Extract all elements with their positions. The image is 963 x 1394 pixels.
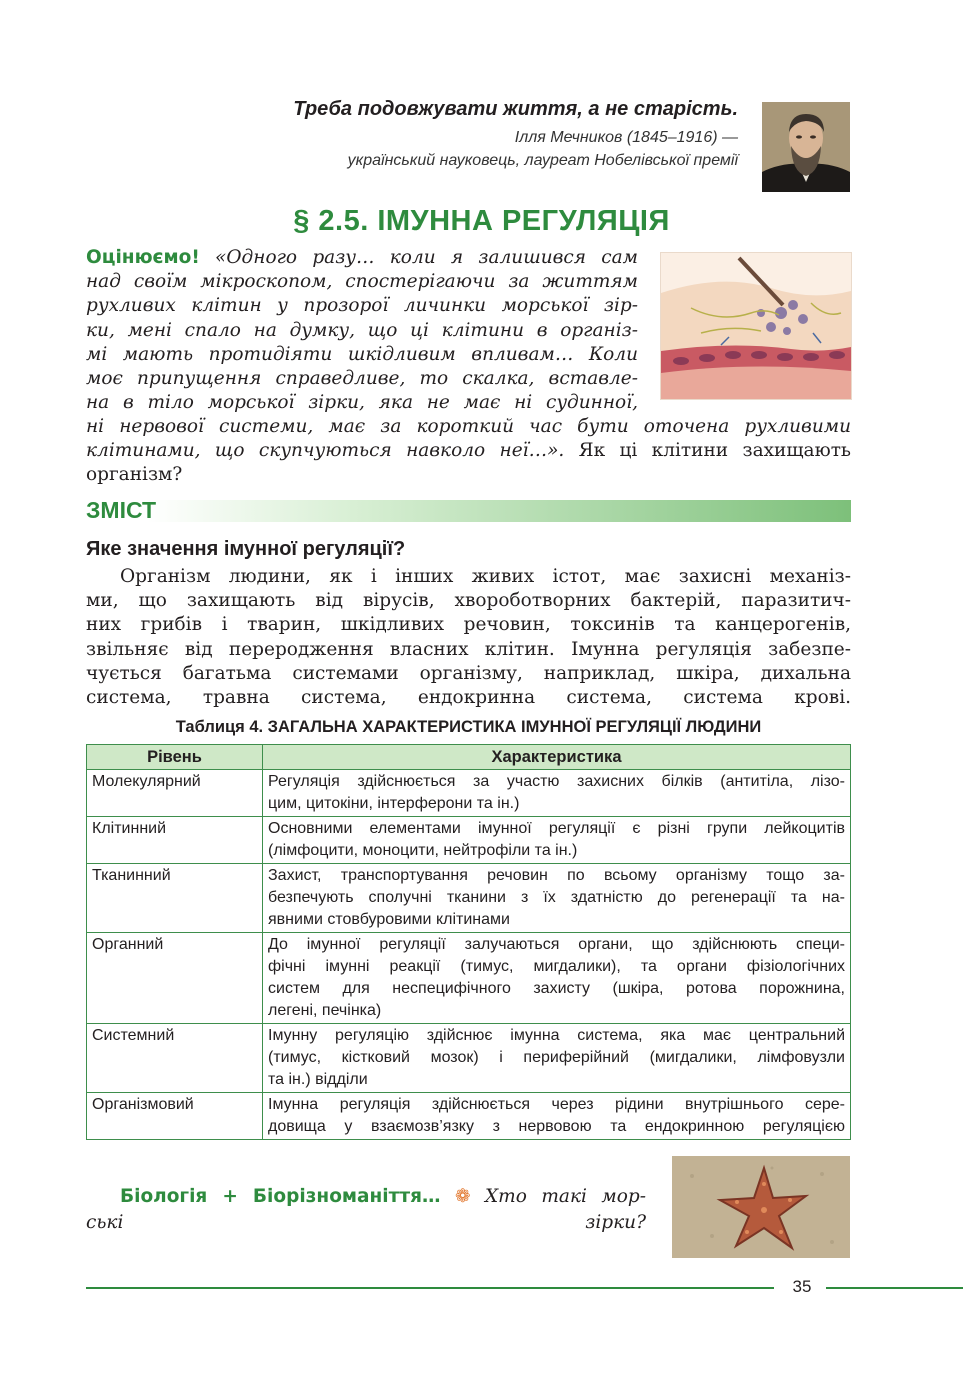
footer-rule-left bbox=[86, 1287, 774, 1289]
characteristic-line: Імунна регуляція здійснюється через рідини внутрішнього сере- bbox=[268, 1096, 845, 1113]
intro-label: Оцінюємо! bbox=[86, 247, 200, 268]
table-caption: Таблиця 4. ЗАГАЛЬНА ХАРАКТЕРИСТИКА ІМУННОЇ РЕГУЛЯЦІЇ ЛЮДИНИ bbox=[175, 718, 762, 736]
characteristic-line: легені, печінка) bbox=[268, 1002, 382, 1019]
body-paragraph bbox=[86, 565, 851, 710]
characteristic-cell bbox=[263, 933, 851, 1024]
intro-paragraph bbox=[86, 246, 638, 415]
characteristic-line: фічні імунні реакції (тимус, мигдалики), та органи фізіологічних bbox=[268, 958, 845, 975]
column-header-characteristic: Характеристика bbox=[263, 745, 851, 770]
characteristic-line: (тимус, кістковий мозок) і периферійний (мигдалики, лімфовузли bbox=[268, 1049, 845, 1066]
starfish-photo bbox=[672, 1156, 850, 1258]
body-line: Організм людини, як і інших живих істот, має захисні механіз- bbox=[120, 566, 851, 587]
bio-task-question: Хто такі мор- bbox=[485, 1186, 646, 1207]
subheading: Яке значення імунної регуляції? bbox=[86, 538, 406, 560]
characteristic-line: систем для неспецифічного захисту (шкіра, ротова порожнина, bbox=[268, 980, 845, 997]
table-header-row bbox=[87, 745, 851, 770]
bio-task-question-end: ські зірки? bbox=[86, 1212, 646, 1233]
body-line: них грибів і тварин, шкідливих речовин, токсинів та канцерогенів, bbox=[86, 614, 851, 636]
body-line: система, травна система, ендокринна система, система крові. bbox=[86, 687, 851, 709]
immune-regulation-table bbox=[86, 744, 851, 1140]
characteristic-line: та ін.) відділи bbox=[268, 1071, 368, 1088]
section-bar bbox=[86, 500, 851, 522]
intro-line: рухливих клітин у прозорої личинки морської зір- bbox=[86, 295, 638, 317]
intro-line: ки, мені спало на думку, що ці клітини в організ- bbox=[86, 319, 638, 341]
footer-rule-right bbox=[826, 1287, 963, 1289]
epigraph-author: Ілля Мечников (1845–1916) — bbox=[514, 129, 738, 146]
level-cell: Тканинний bbox=[87, 864, 263, 933]
epigraph-quote: Треба подовжувати життя, а не старість. bbox=[293, 98, 738, 120]
characteristic-line: цим, цитокіни, інтерферони та ін.) bbox=[268, 795, 520, 812]
epigraph-author-desc: український науковець, лауреат Нобелівської премії bbox=[347, 152, 738, 169]
characteristic-line: довища у взаємозв’язку з нервовою та ендокринною регуляцією bbox=[268, 1118, 845, 1135]
level-cell: Організмовий bbox=[87, 1093, 263, 1140]
starfish-larva-illustration bbox=[660, 252, 852, 400]
characteristic-cell bbox=[263, 770, 851, 817]
characteristic-line: Імунну регуляцію здійснює імунна система, яка має центральний bbox=[268, 1027, 845, 1044]
body-line: чується багатьма системами організму, наприклад, шкіра, дихальна bbox=[86, 662, 851, 684]
flower-bullet-icon: ❁ bbox=[454, 1186, 471, 1207]
table-row bbox=[87, 817, 851, 864]
intro-line: ні нервової системи, має за короткий час бути оточена рухливими bbox=[86, 416, 851, 437]
characteristic-cell bbox=[263, 817, 851, 864]
characteristic-line: Захист, транспортування речовин по всьому організму тощо за- bbox=[268, 867, 845, 884]
intro-line: моє припущення справедливе, то скалка, вставле- bbox=[86, 368, 638, 390]
intro-line: над своїм мікроскопом, спостерігаючи за життям bbox=[86, 271, 638, 293]
page-title: § 2.5. ІМУННА РЕГУЛЯЦІЯ bbox=[293, 205, 670, 237]
page-number: 35 bbox=[792, 1277, 812, 1296]
level-cell: Клітинний bbox=[87, 817, 263, 864]
level-cell: Молекулярний bbox=[87, 770, 263, 817]
characteristic-line: безпечують сполучні тканини з їх здатністю до регенерації та на- bbox=[268, 889, 845, 906]
level-cell: Системний bbox=[87, 1024, 263, 1093]
section-heading: ЗМІСТ bbox=[86, 497, 157, 523]
bio-task-heading: Біологія + Біорізноманіття… bbox=[120, 1186, 441, 1207]
column-header-level: Рівень bbox=[87, 745, 263, 770]
intro-line: «Одного разу… коли я залишився сам bbox=[215, 247, 638, 268]
characteristic-line: явними стовбуровими клітинами bbox=[268, 911, 510, 928]
table-row bbox=[87, 1093, 851, 1140]
characteristic-cell bbox=[263, 1093, 851, 1140]
characteristic-line: Регуляція здійснюється за участю захисних білків (антитіла, лізо- bbox=[268, 773, 845, 790]
intro-question: Як ці клітини захищають bbox=[564, 440, 852, 462]
intro-line: на в тіло морської зірки, яка не має ні судинної, bbox=[86, 392, 638, 414]
table-row bbox=[87, 864, 851, 933]
characteristic-line: Основними елементами імунної регуляції є різні групи лейкоцитів bbox=[268, 820, 845, 837]
characteristic-cell bbox=[263, 1024, 851, 1093]
characteristic-cell bbox=[263, 864, 851, 933]
bio-task bbox=[86, 1184, 646, 1236]
intro-question-end: організм? bbox=[86, 464, 183, 486]
body-line: ми, що захищають від вірусів, хвороботворних бактерій, паразитич- bbox=[86, 590, 851, 612]
intro-line: мі мають протидіяти шкідливим впливам… Коли bbox=[86, 343, 638, 365]
body-line: звільняє від переродження власних клітин. Імунна регуляція забезпе- bbox=[86, 638, 851, 660]
characteristic-line: До імунної регуляції залучаються органи, що здійснюють специ- bbox=[268, 936, 845, 953]
table-row bbox=[87, 770, 851, 817]
characteristic-line: (лімфоцити, моноцити, нейтрофіли та ін.) bbox=[268, 842, 578, 859]
portrait-image bbox=[762, 102, 850, 192]
intro-quote-end: клітинами, що скупчуються навколо неї…». bbox=[86, 440, 565, 462]
table-row bbox=[87, 1024, 851, 1093]
level-cell: Органний bbox=[87, 933, 263, 1024]
intro-paragraph-continued bbox=[86, 415, 851, 488]
table-row bbox=[87, 933, 851, 1024]
